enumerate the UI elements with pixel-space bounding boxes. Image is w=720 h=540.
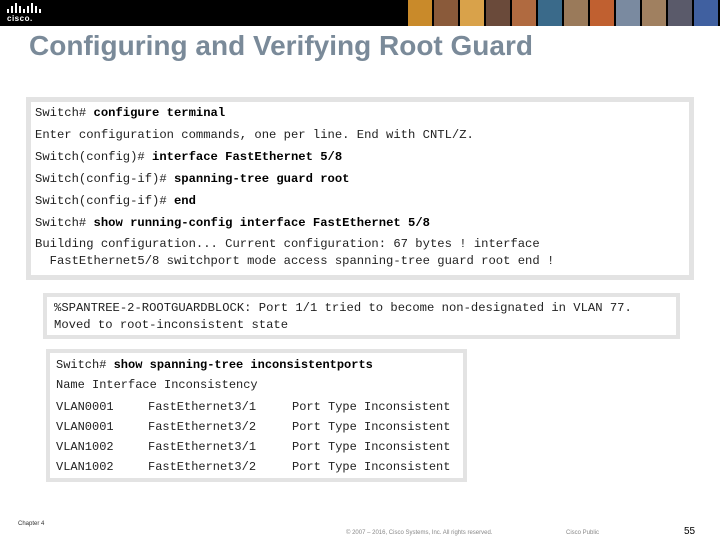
config-line (35, 237, 540, 251)
config-line (35, 194, 196, 208)
table-cell-interface: FastEthernet3/1 (148, 440, 257, 454)
top-banner (0, 0, 720, 26)
table-header: Name Interface Inconsistency (56, 378, 258, 392)
table-cell-name: VLAN0001 (56, 420, 114, 434)
config-line (35, 216, 430, 230)
table-cell-name: VLAN1002 (56, 460, 114, 474)
cisco-logo-text: cisco. (7, 14, 33, 23)
inconsistent-ports-panel (46, 349, 467, 482)
syslog-line-1: %SPANTREE-2-ROOTGUARDBLOCK: Port 1/1 tried to become non-designated in VLAN 77. (54, 301, 632, 315)
command-line (56, 358, 373, 372)
cli-prompt: Switch(config-if)# (35, 194, 174, 208)
cli-command: configure terminal (93, 106, 226, 120)
cisco-bars-icon (7, 3, 43, 13)
table-cell-inconsistency: Port Type Inconsistent (292, 400, 451, 414)
slide-title: Configuring and Verifying Root Guard (29, 30, 533, 61)
config-line (35, 254, 554, 268)
cli-command: spanning-tree guard root (173, 172, 350, 186)
config-line (35, 128, 474, 142)
table-cell-interface: FastEthernet3/2 (148, 420, 257, 434)
table-cell-inconsistency: Port Type Inconsistent (292, 440, 451, 454)
table-cell-name: VLAN1002 (56, 440, 114, 454)
table-cell-inconsistency: Port Type Inconsistent (292, 420, 451, 434)
config-line (35, 106, 225, 120)
copyright-text: © 2007 – 2016, Cisco Systems, Inc. All rights reserved. (346, 530, 493, 536)
cli-prompt: Switch# (56, 358, 114, 372)
table-cell-inconsistency: Port Type Inconsistent (292, 460, 451, 474)
chapter-label: Chapter 4 (18, 521, 45, 527)
cli-prompt: Enter configuration commands, one per line. End with CNTL/Z. (35, 128, 474, 142)
cli-prompt: FastEthernet5/8 switchport mode access spanning-tree guard root end ! (35, 254, 555, 268)
cli-prompt: Building configuration... Current configuration: 67 bytes ! interface (35, 237, 540, 251)
page-number: 55 (684, 526, 696, 537)
config-line (35, 172, 350, 186)
table-cell-interface: FastEthernet3/2 (148, 460, 257, 474)
cli-prompt: Switch# (35, 106, 94, 120)
syslog-line-2: Moved to root-inconsistent state (54, 318, 289, 332)
cli-command: end (173, 194, 196, 208)
cli-prompt: Switch(config)# (35, 150, 153, 164)
cli-prompt: Switch(config-if)# (35, 172, 174, 186)
cli-command: show spanning-tree inconsistentports (113, 358, 373, 372)
cisco-logo (7, 3, 43, 23)
config-output-panel (26, 97, 694, 280)
table-cell-name: VLAN0001 (56, 400, 114, 414)
config-line (35, 150, 342, 164)
cli-command: show running-config interface FastEthernet 5/8 (93, 216, 430, 230)
table-cell-interface: FastEthernet3/1 (148, 400, 257, 414)
cli-prompt: Switch# (35, 216, 94, 230)
cli-command: interface FastEthernet 5/8 (152, 150, 343, 164)
banner-photo-strip (408, 0, 718, 26)
classification-label: Cisco Public (566, 530, 600, 536)
syslog-message-panel (43, 293, 680, 339)
